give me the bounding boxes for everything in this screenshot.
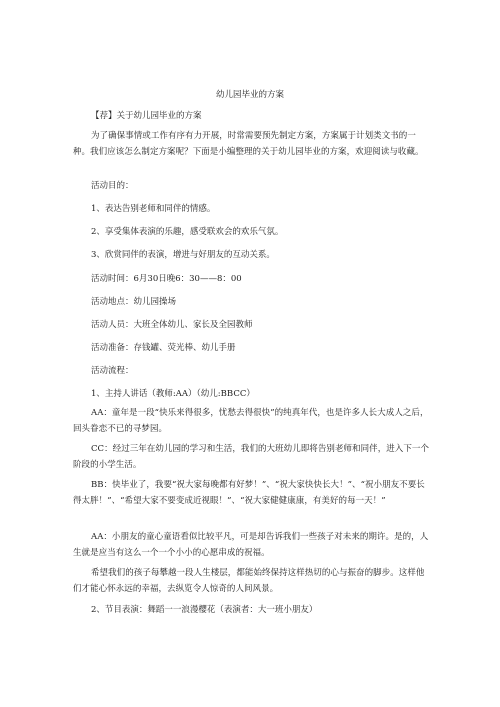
intro-paragraph: 为了确保事情或工作有序有力开展，时常需要预先制定方案，方案属于计划类文书的一种。我们应该怎么制定方案呢？下面是小编整理的关于幼儿园毕业的方案，欢迎阅读与收藏。 <box>73 131 424 157</box>
activity-place: 活动地点：幼儿园操场 <box>91 297 177 307</box>
activity-people: 活动人员：大班全体幼儿、家长及全园教师 <box>91 320 253 330</box>
goal-item-1: 1、表达告别老师和同伴的情感。 <box>91 204 216 214</box>
document-subtitle: 【荐】关于幼儿园毕业的方案 <box>91 111 202 121</box>
host-speech-cc: CC：经过三年在幼儿园的学习和生活，我们的大班幼儿即将告别老师和同伴，进入下一个阶段的小学生活。 <box>73 444 430 470</box>
activity-time: 活动时间：6月30日晚6：30——8：00 <box>91 274 242 284</box>
activity-prep: 活动准备：存钱罐、荧光棒、幼儿手册 <box>91 343 236 353</box>
host-speech-bb: BB：快毕业了，我要“祝大家每晚都有好梦！”、“祝大家快快长大！”、“祝小朋友不要长得太胖！”、“希望大家不要变成近视眼！”、“祝大家健健康康，有美好的每一天！” <box>73 480 425 506</box>
goal-heading: 活动目的： <box>91 181 134 191</box>
goal-item-3: 3、欣赏同伴的表演，增进与好朋友的互动关系。 <box>91 250 275 260</box>
host-speech-aa-1: AA：童年是一段“快乐来得很多，忧愁去得很快”的纯真年代，也是许多人长大成人之后，回头眷恋不已的寻梦园。 <box>73 408 429 434</box>
wish-paragraph: 希望我们的孩子每攀越一段人生楼层，都能始终保持这样热切的心与振奋的脚步。这样他们才能心怀永远的幸福，去纵览令人惊奇的人间风景。 <box>73 568 425 594</box>
document-title: 幼儿园毕业的方案 <box>215 90 284 100</box>
process-step-2: 2、节目表演：舞蹈一一浪漫樱花（表演者：大一班小朋友） <box>91 605 318 615</box>
host-speech-aa-2: AA：小朋友的童心童语看似比较平凡，可是却告诉我们一些孩子对未来的期许。是的，人生就是应当有这么一个一个小小的心愿串成的祝福。 <box>73 532 429 558</box>
process-step-1: 1、主持人讲话（教师:AA）（幼儿:BBCC） <box>91 389 255 399</box>
goal-item-2: 2、享受集体表演的乐趣，感受联欢会的欢乐气氛。 <box>91 227 284 237</box>
process-heading: 活动流程： <box>91 366 134 376</box>
